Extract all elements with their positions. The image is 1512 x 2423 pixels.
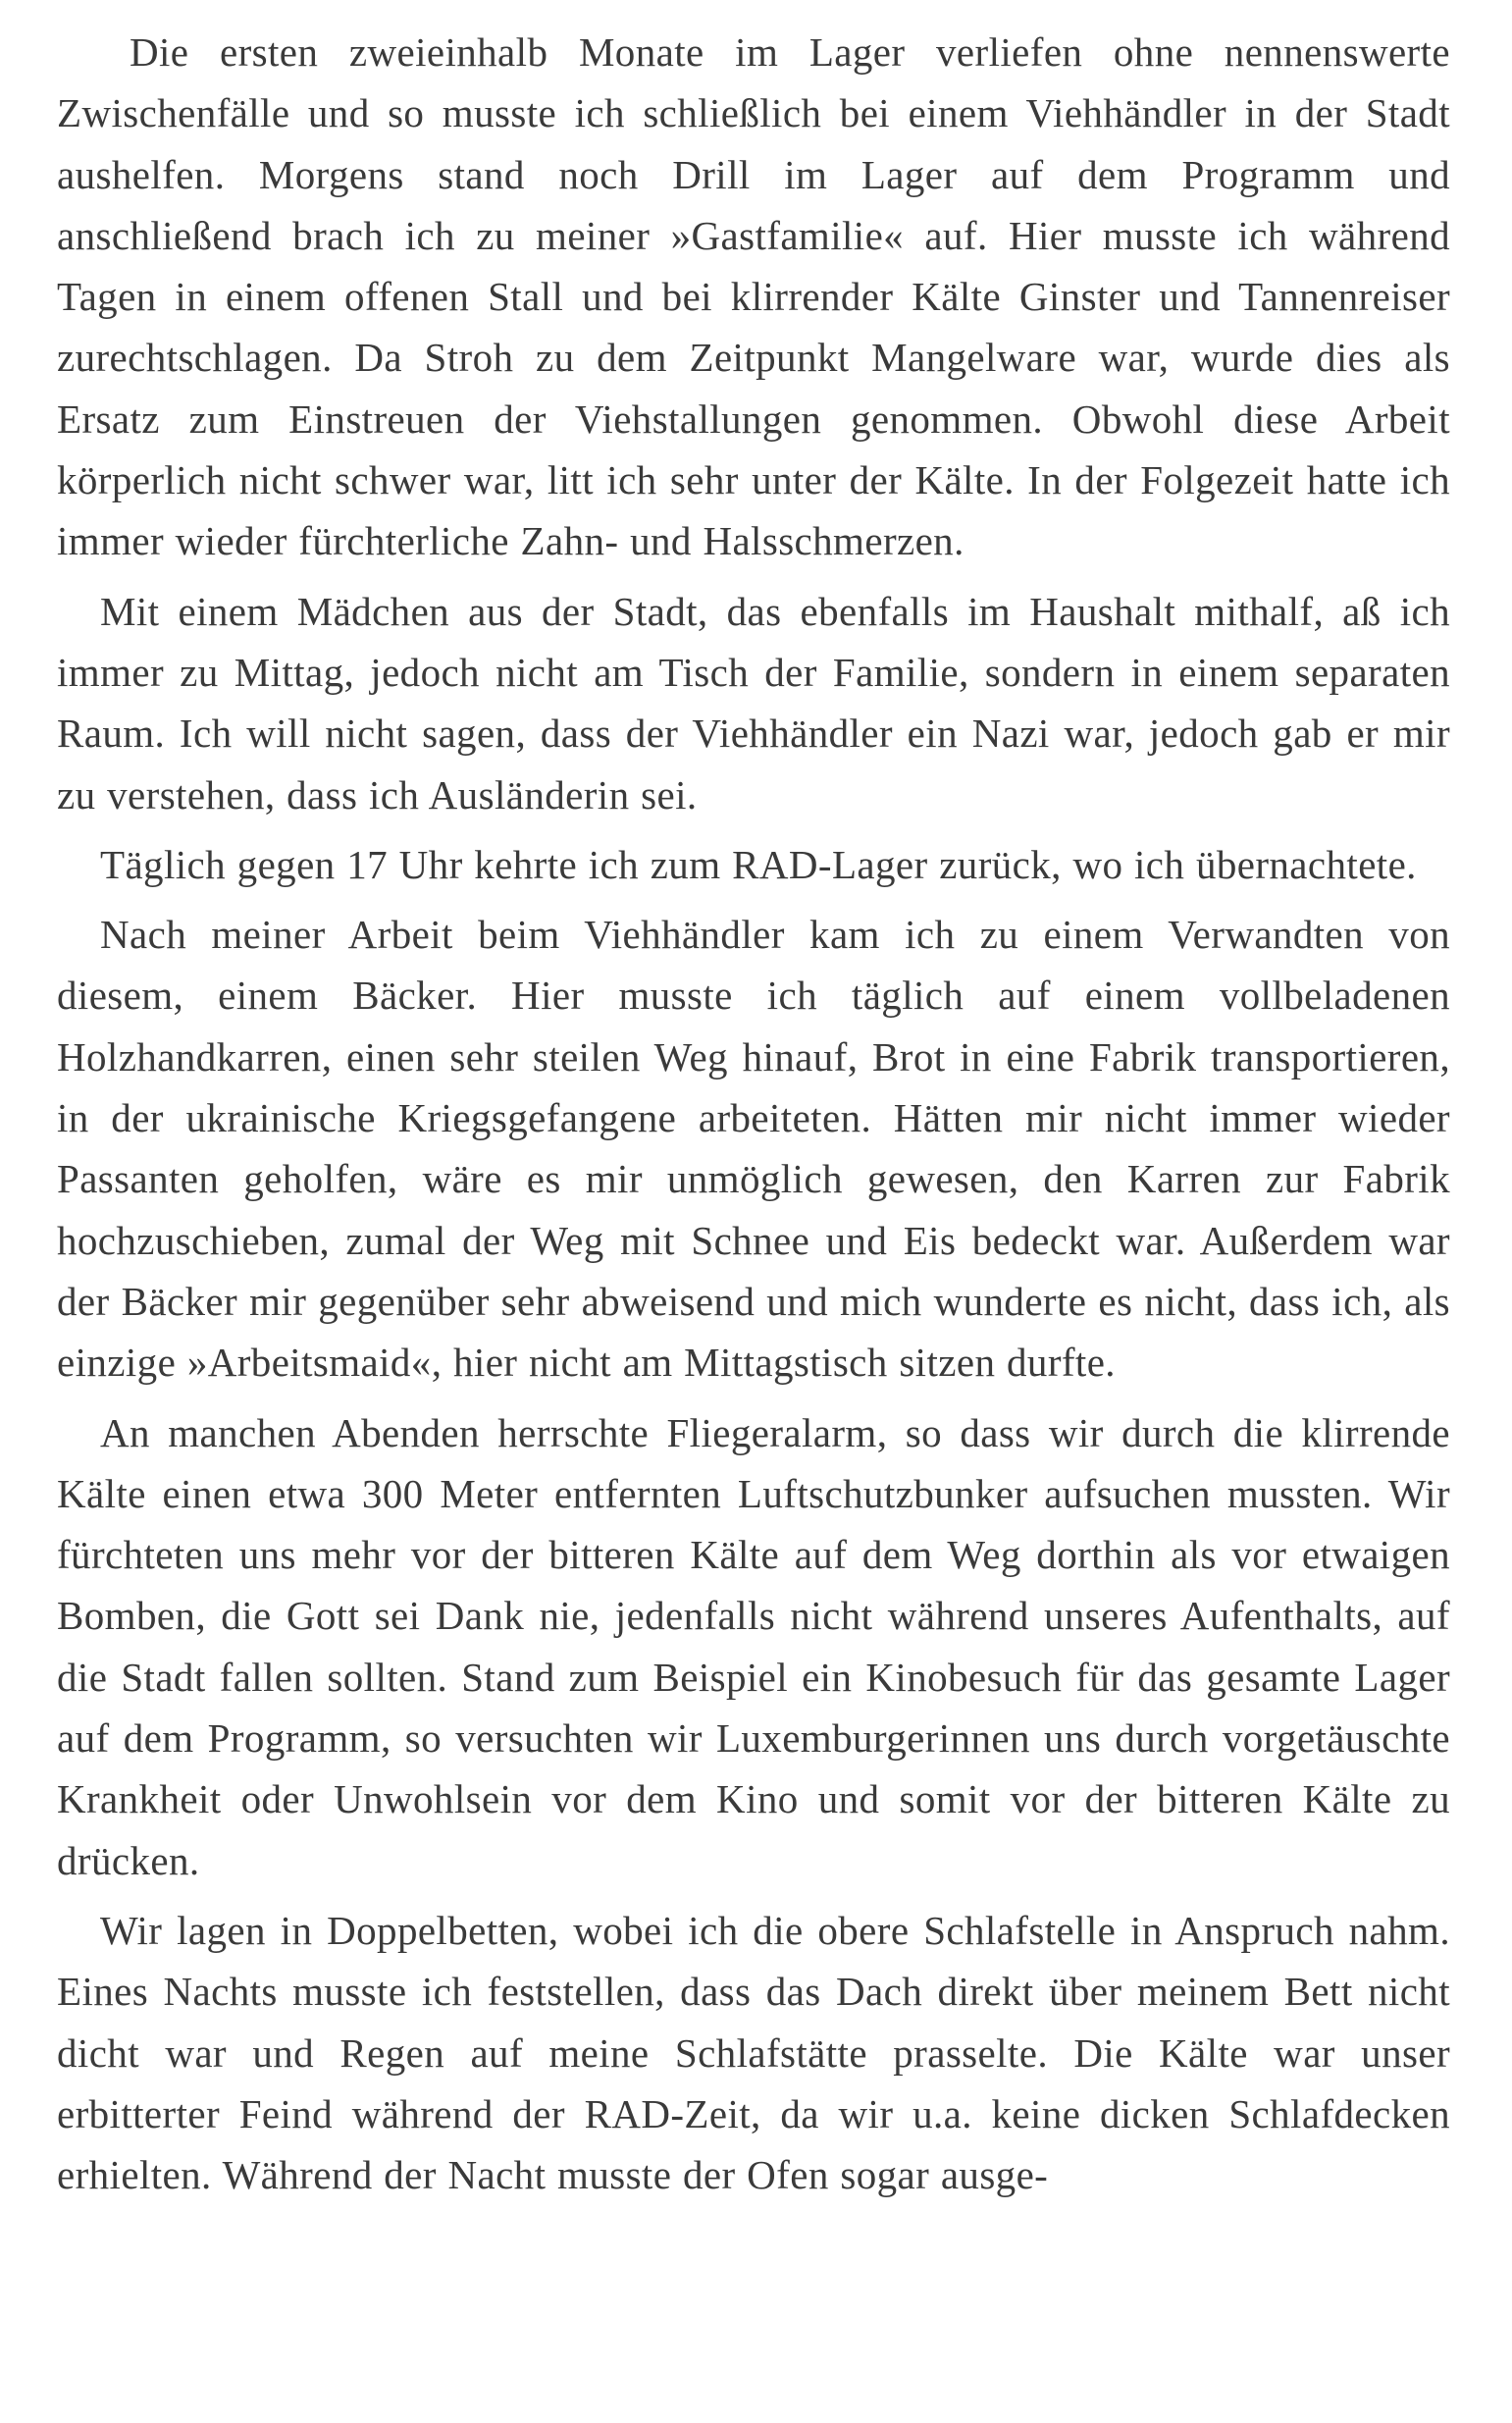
paragraph-4: Nach meiner Arbeit beim Viehhändler kam ich zu einem Verwandten von diesem, einem Bäcker. Hier musste ich täglich auf einem vollbeladenen Holzhandkarren, einen sehr steilen Weg hinauf, Brot in eine Fabrik transportieren, in der ukrainische Kriegsgefangene arbeiteten. Hätten mir nicht immer wieder Passanten geholfen, wäre es mir unmöglich gewesen, den Karren zur Fabrik hochzuschieben, zumal der Weg mit Schnee und Eis bedeckt war. Außerdem war der Bäcker mir gegenüber sehr abweisend und mich wunderte es nicht, dass ich, als einzige »Arbeitsmaid«, hier nicht am Mittagstisch sitzen durfte.	[57, 912, 1450, 1386]
paragraph-3: Täglich gegen 17 Uhr kehrte ich zum RAD-Lager zurück, wo ich übernachtete.	[100, 841, 1417, 887]
book-page-text	[57, 22, 1450, 2214]
paragraph-5: An manchen Abenden herrschte Fliegeralarm, so dass wir durch die klirrende Kälte einen etwa 300 Meter entfernten Luftschutzbunker aufsuchen mussten. Wir fürchteten uns mehr vor der bitteren Kälte auf dem Weg dorthin als vor etwaigen Bomben, die Gott sei Dank nie, jedenfalls nicht während unseres Aufenthalts, auf die Stadt fallen sollten. Stand zum Beispiel ein Kinobesuch für das gesamte Lager auf dem Programm, so versuchten wir Luxemburgerinnen uns durch vorgetäuschte Krankheit oder Unwohlsein vor dem Kino und somit vor der bitteren Kälte zu drücken.	[57, 1409, 1450, 1883]
paragraph-6: Wir lagen in Doppelbetten, wobei ich die obere Schlafstelle in Anspruch nahm. Eines Nachts musste ich feststellen, dass das Dach direkt über meinem Bett nicht dicht war und Regen auf meine Schlafstätte prasselte. Die Kälte war unser erbitterter Feind während der RAD-Zeit, da wir u.a. keine dicken Schlafdecken erhielten. Während der Nacht musste der Ofen sogar ausge-	[57, 1907, 1450, 2198]
paragraph-2: Mit einem Mädchen aus der Stadt, das ebenfalls im Haushalt mithalf, aß ich immer zu Mittag, jedoch nicht am Tisch der Familie, sondern in einem separaten Raum. Ich will nicht sagen, dass der Viehhändler ein Nazi war, jedoch gab er mir zu verstehen, dass ich Ausländerin sei.	[57, 588, 1450, 817]
paragraph-1: Die ersten zweieinhalb Monate im Lager verliefen ohne nennenswerte Zwischenfälle und so musste ich schließlich bei einem Viehhändler in der Stadt aushelfen. Morgens stand noch Drill im Lager auf dem Programm und anschließend brach ich zu meiner »Gastfamilie« auf. Hier musste ich während Tagen in einem offenen Stall und bei klirrender Kälte Ginster und Tannenreiser zurechtschlagen. Da Stroh zu dem Zeitpunkt Mangelware war, wurde dies als Ersatz zum Einstreuen der Viehstallungen genommen. Obwohl diese Arbeit körperlich nicht schwer war, litt ich sehr unter der Kälte. In der Folgezeit hatte ich immer wieder fürchterliche Zahn- und Halsschmerzen.	[57, 29, 1450, 564]
